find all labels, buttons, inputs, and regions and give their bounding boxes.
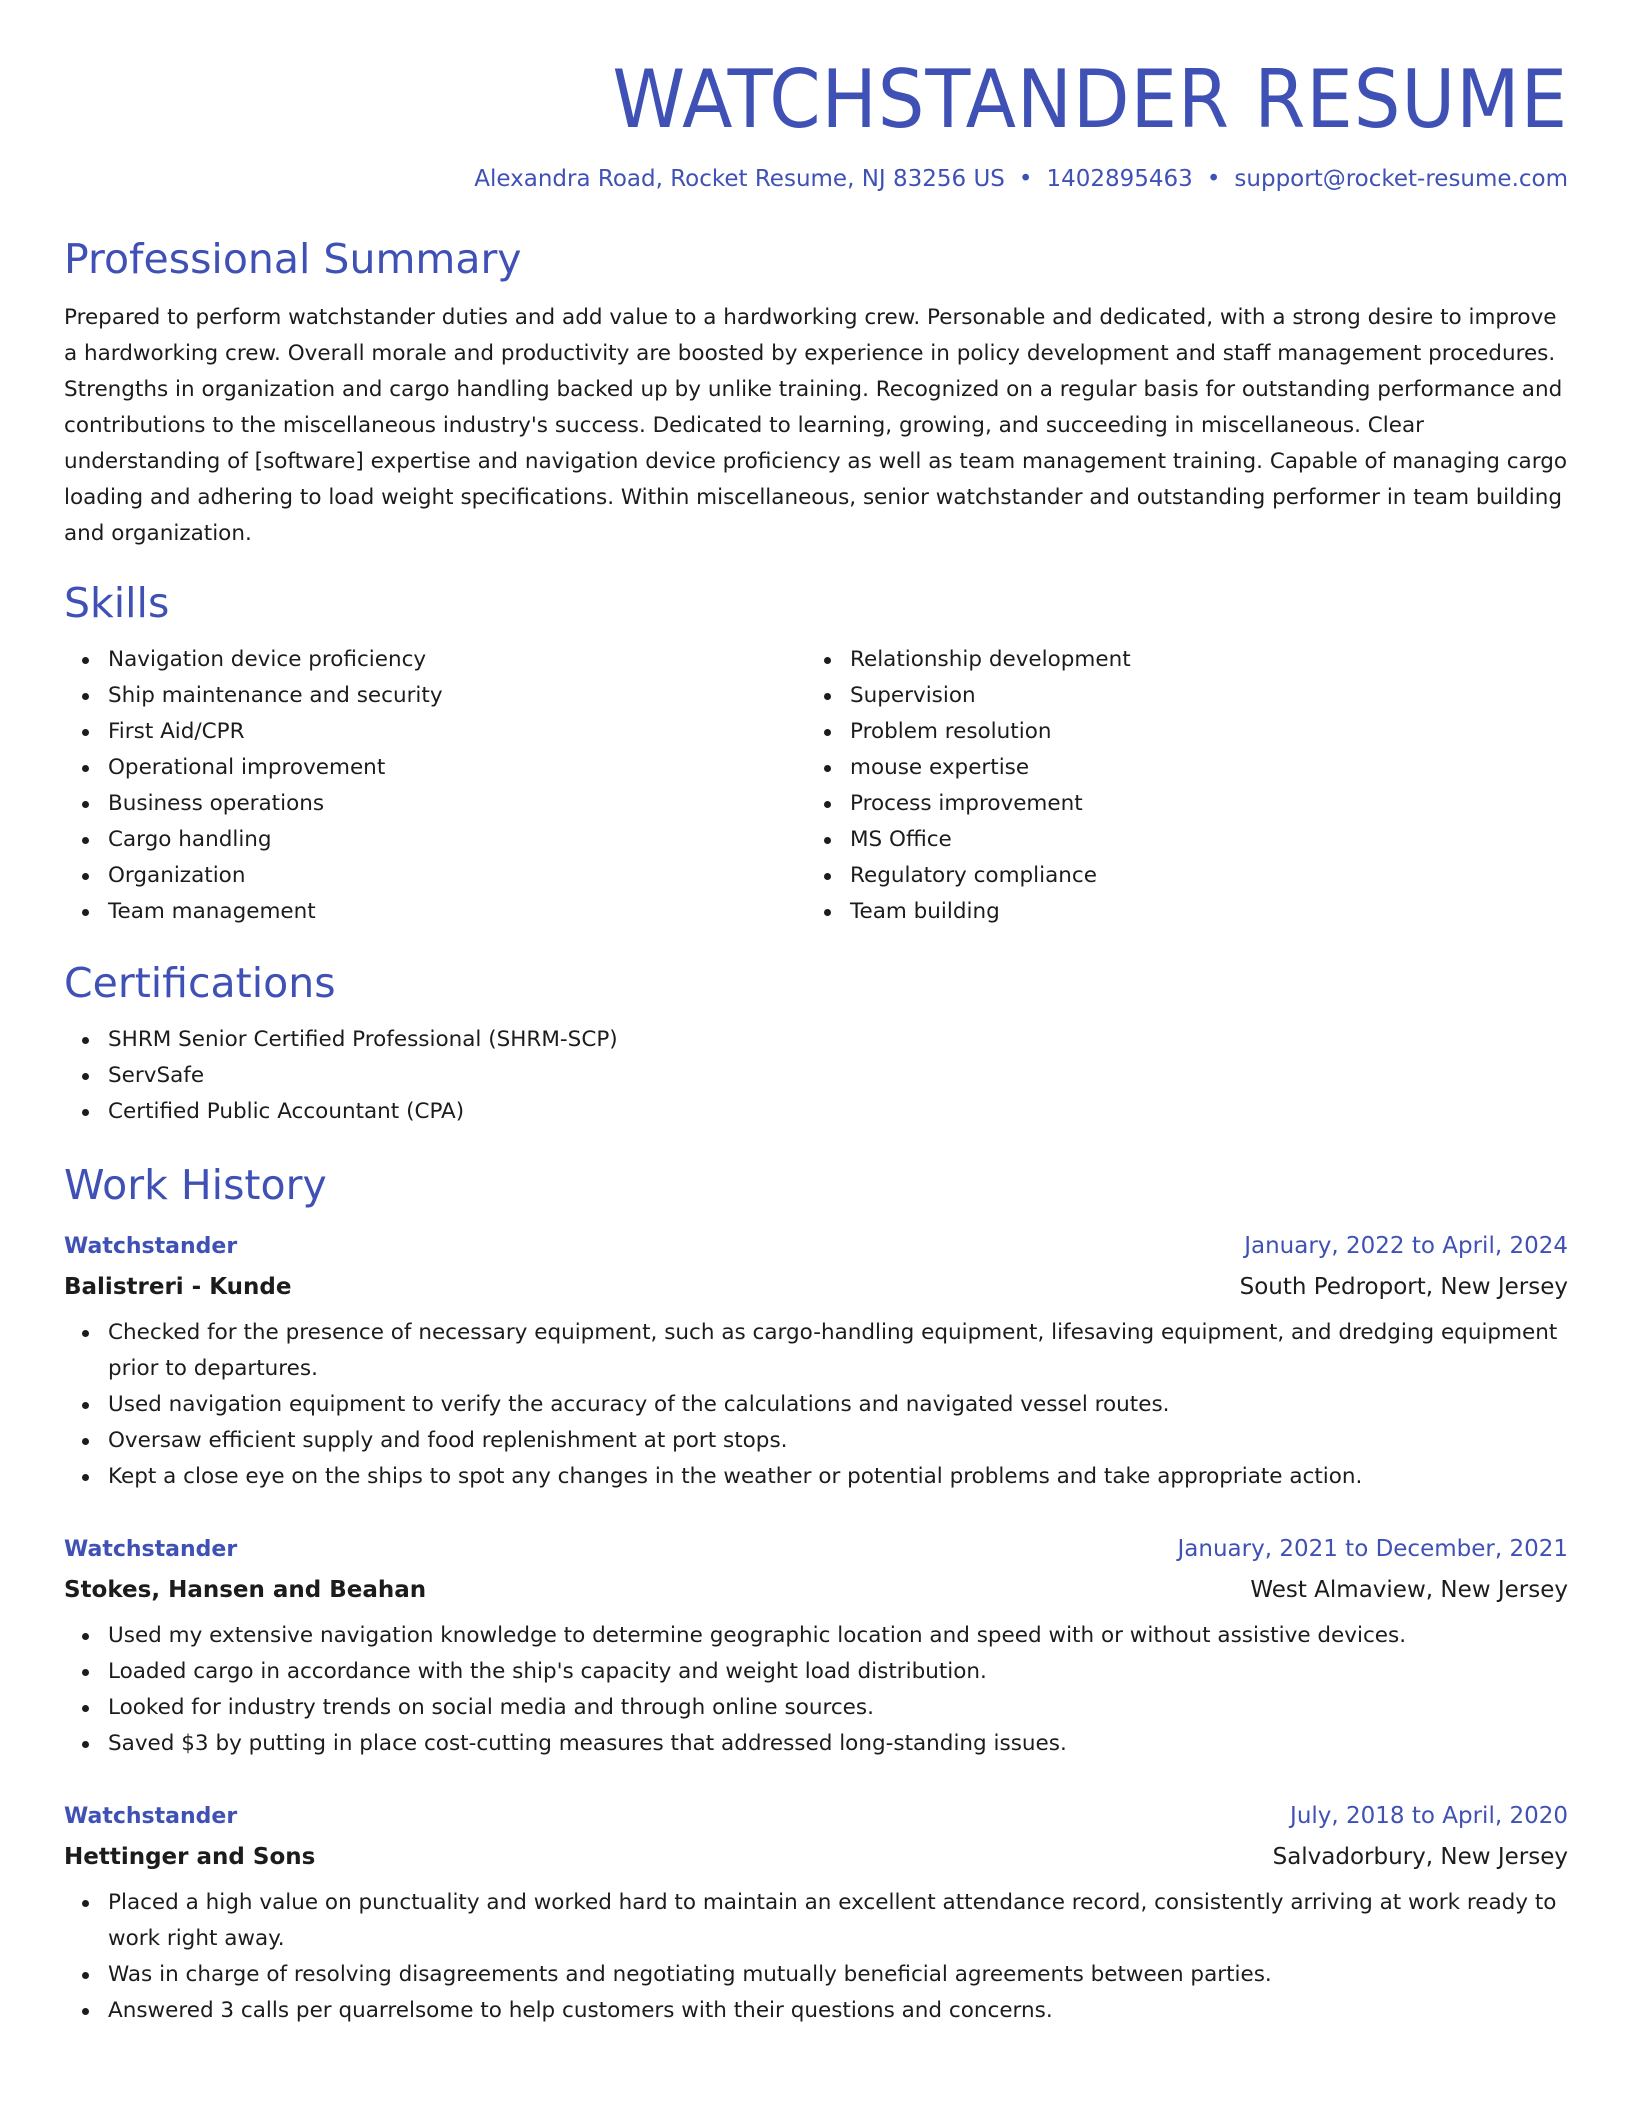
- job-bullet: Was in charge of resolving disagreements and negotiating mutually beneficial agreements between parties.: [64, 1957, 1568, 1993]
- work-history-heading: Work History: [64, 1161, 327, 1209]
- resume-content: [64, 52, 1568, 2029]
- job-bullet: Looked for industry trends on social media and through online sources.: [64, 1690, 1568, 1726]
- job-dates: January, 2021 to December, 2021: [1177, 1536, 1568, 1562]
- job-title-row: [64, 1529, 1568, 1570]
- job-company: Balistreri - Kunde: [64, 1274, 292, 1300]
- job-title: Watchstander: [64, 1234, 238, 1259]
- job-title-row: [64, 1796, 1568, 1837]
- skill-item: mouse expertise: [806, 750, 1548, 786]
- job-bullet: Used navigation equipment to verify the accuracy of the calculations and navigated vessel routes.: [64, 1387, 1568, 1423]
- summary-heading: Professional Summary: [64, 235, 522, 283]
- skill-item: Supervision: [806, 678, 1548, 714]
- skill-item: Operational improvement: [64, 750, 806, 786]
- job-dates: July, 2018 to April, 2020: [1290, 1803, 1568, 1829]
- skill-item: Regulatory compliance: [806, 858, 1548, 894]
- job-bullet-list: [64, 1315, 1568, 1495]
- job-bullet: Answered 3 calls per quarrelsome to help customers with their questions and concerns.: [64, 1993, 1568, 2029]
- skill-item: First Aid/CPR: [64, 714, 806, 750]
- job-entry: [64, 1226, 1568, 1495]
- job-company-row: [64, 1837, 1568, 1877]
- skill-item: Problem resolution: [806, 714, 1548, 750]
- job-location: Salvadorbury, New Jersey: [1272, 1844, 1568, 1870]
- contact-email: support@rocket-resume.com: [1234, 166, 1568, 192]
- skill-item: Relationship development: [806, 642, 1548, 678]
- skill-item: Ship maintenance and security: [64, 678, 806, 714]
- job-bullet: Oversaw efficient supply and food replenishment at port stops.: [64, 1423, 1568, 1459]
- job-company: Hettinger and Sons: [64, 1844, 316, 1870]
- job-bullet: Kept a close eye on the ships to spot any changes in the weather or potential problems and take appropriate action.: [64, 1459, 1568, 1495]
- certification-item: SHRM Senior Certified Professional (SHRM-SCP): [64, 1022, 1568, 1058]
- certifications-heading: Certifications: [64, 959, 336, 1007]
- skills-heading: Skills: [64, 579, 170, 627]
- job-company-row: [64, 1267, 1568, 1307]
- skill-item: Navigation device proficiency: [64, 642, 806, 678]
- job-title-row: [64, 1226, 1568, 1267]
- contact-phone: 1402895463: [1046, 166, 1193, 192]
- skill-item: Process improvement: [806, 786, 1548, 822]
- job-entry: [64, 1796, 1568, 2029]
- job-title: Watchstander: [64, 1804, 238, 1829]
- job-entry: [64, 1529, 1568, 1762]
- skill-item: Team management: [64, 894, 806, 930]
- summary-text: Prepared to perform watchstander duties and add value to a hardworking crew. Personable and dedicated, with a strong desire to improve a hardworking crew. Overall morale and productivity are boosted by experience in policy development and staff management procedures. Strengths in organization and cargo handling backed up by unlike training. Recognized on a regular basis for outstanding performance and contributions to the miscellaneous industry's success. Dedicated to learning, growing, and succeeding in miscellaneous. Clear understanding of [software] expertise and navigation device proficiency as well as team management training. Capable of managing cargo loading and adhering to load weight specifications. Within miscellaneous, senior watchstander and outstanding performer in team building and organization.: [64, 305, 1567, 546]
- certification-item: ServSafe: [64, 1058, 1568, 1094]
- skill-item: Business operations: [64, 786, 806, 822]
- job-location: West Almaview, New Jersey: [1250, 1577, 1568, 1603]
- skill-item: Organization: [64, 858, 806, 894]
- skills-right-list: [806, 642, 1548, 930]
- job-bullet: Saved $3 by putting in place cost-cutting measures that addressed long-standing issues.: [64, 1726, 1568, 1762]
- skill-item: Team building: [806, 894, 1548, 930]
- job-bullet: Loaded cargo in accordance with the ship's capacity and weight load distribution.: [64, 1654, 1568, 1690]
- job-bullet: Checked for the presence of necessary equipment, such as cargo-handling equipment, lifesaving equipment, and dredging equipment prior to departures.: [64, 1315, 1568, 1387]
- contact-separator: •: [1018, 166, 1033, 192]
- job-title: Watchstander: [64, 1537, 238, 1562]
- job-location: South Pedroport, New Jersey: [1239, 1274, 1568, 1300]
- contact-separator: •: [1206, 166, 1221, 192]
- skill-item: Cargo handling: [64, 822, 806, 858]
- job-bullet-list: [64, 1885, 1568, 2029]
- job-dates: January, 2022 to April, 2024: [1244, 1233, 1568, 1259]
- job-company: Stokes, Hansen and Beahan: [64, 1577, 427, 1603]
- certification-item: Certified Public Accountant (CPA): [64, 1094, 1568, 1130]
- skills-columns: [64, 642, 1568, 930]
- skill-item: MS Office: [806, 822, 1548, 858]
- certifications-list: [64, 1022, 1568, 1130]
- contact-address: Alexandra Road, Rocket Resume, NJ 83256 US: [474, 166, 1005, 192]
- job-company-row: [64, 1570, 1568, 1610]
- resume-name: WATCHSTANDER RESUME: [612, 53, 1568, 146]
- job-bullet: Used my extensive navigation knowledge to determine geographic location and speed with or without assistive devices.: [64, 1618, 1568, 1654]
- skills-left-list: [64, 642, 806, 930]
- job-bullet-list: [64, 1618, 1568, 1762]
- job-bullet: Placed a high value on punctuality and worked hard to maintain an excellent attendance record, consistently arriving at work ready to work right away.: [64, 1885, 1568, 1957]
- contact-line: [64, 162, 1568, 196]
